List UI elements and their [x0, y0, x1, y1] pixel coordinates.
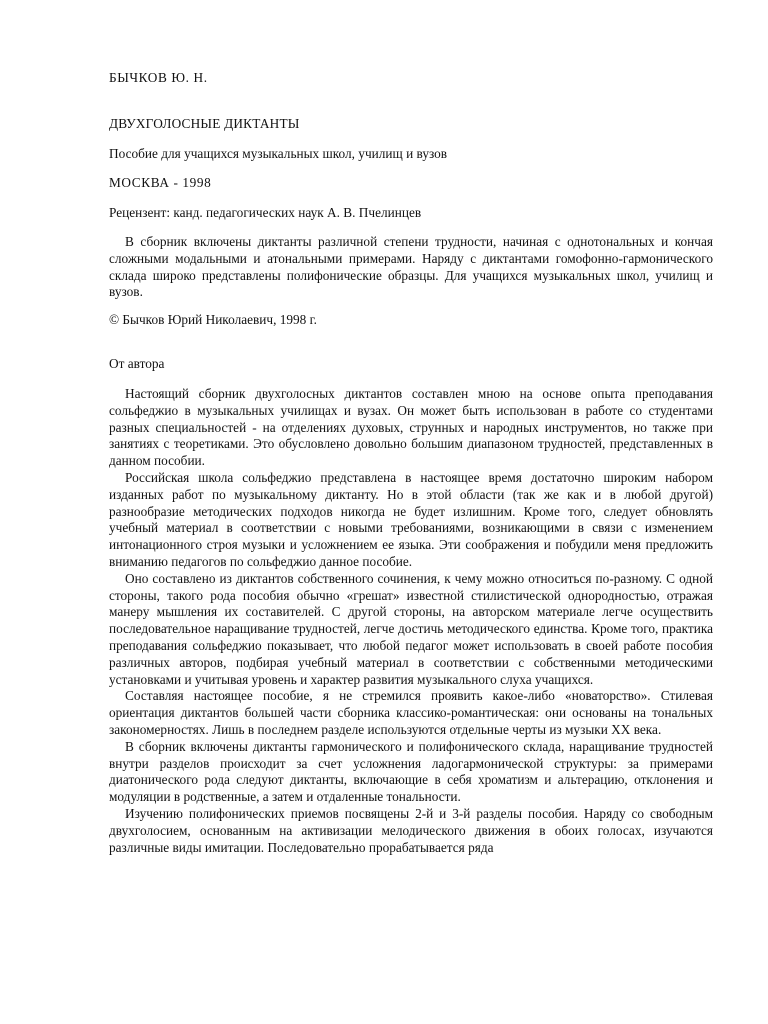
annotation-block — [109, 234, 713, 301]
body-paragraph: Составляя настоящее пособие, я не стремился проявить какое-либо «новаторство». Стилевая ориентация диктантов большей части сборника классико-романтическая: они основаны на тональных закономерностях. Лишь в последнем разделе используются отдельные черты из музыки XX века. — [109, 688, 713, 737]
reviewer-line: Рецензент: канд. педагогических наук А. В. Пчелинцев — [109, 205, 422, 220]
section-heading: От автора — [109, 356, 165, 371]
publication-city-year: МОСКВА - 1998 — [109, 175, 212, 190]
book-title: ДВУХГОЛОСНЫЕ ДИКТАНТЫ — [109, 116, 300, 131]
body-paragraph: В сборник включены диктанты гармонического и полифонического склада, наращивание трудностей внутри разделов происходит за счет усложнения ладогармонической структуры: за примерами диатонического рода следуют диктанты, включающие в себя хроматизм и альтерацию, отклонения и модуляции в родственные, а затем и отдаленные тональности. — [109, 738, 713, 805]
copyright-notice: © Бычков Юрий Николаевич, 1998 г. — [109, 312, 317, 327]
body-paragraph: Российская школа сольфеджио представлена в настоящее время достаточно широким набором изданных работ по музыкальному диктанту. Но в этой области (так же как и в любой другой) разнообразие методических подходов никогда не будет излишним. Кроме того, следует обновлять учебный материал в соответствии с новыми требованиями, возникающими в связи с изменением интонационного строя музыки и усложнением ее языка. Эти соображения и побудили меня предложить вниманию педагогов по сольфеджио данное пособие. — [109, 469, 713, 569]
body-paragraph: Оно составлено из диктантов собственного сочинения, к чему можно относиться по-разному. С одной стороны, такого рода пособия обычно «грешат» известной стилистической однородностью, отражая манеру мышления их составителей. С другой стороны, на авторском материале легче осуществить последовательное наращивание трудностей, легче достичь методического единства. Кроме того, практика преподавания сольфеджио показывает, что любой педагог может использовать в своей работе пособия различных авторов, подбирая учебный материал в соответствии с собственными методическими установками и учитывая уровень и характер развития музыкального слуха учащихся. — [109, 570, 713, 687]
author-name: БЫЧКОВ Ю. Н. — [109, 70, 208, 85]
body-paragraph: Изучению полифонических приемов посвящены 2-й и 3-й разделы пособия. Наряду со свободным двухголосием, основанным на активизации мелодического движения в обоих голосах, изучаются различные виды имитации. Последовательно прорабатывается ряда — [109, 805, 713, 855]
preface-body — [109, 386, 713, 856]
book-subtitle: Пособие для учащихся музыкальных школ, училищ и вузов — [109, 146, 448, 161]
annotation-paragraph: В сборник включены диктанты различной степени трудности, начиная с однотональных и кончая сложными модальными и атональными примерами. Наряду с диктантами гомофонно-гармонического склада широко представлены полифонические образцы. Для учащихся музыкальных школ, училищ и вузов. — [109, 234, 713, 300]
body-paragraph: Настоящий сборник двухголосных диктантов составлен мною на основе опыта преподавания сольфеджио в музыкальных училищах и вузах. Он может быть использован в работе со студентами разных специальностей - на отделениях духовых, струнных и народных инструментов, но также при занятиях с теоретиками. Это обусловлено довольно большим диапазоном трудностей, представленных в данном пособии. — [109, 386, 713, 469]
